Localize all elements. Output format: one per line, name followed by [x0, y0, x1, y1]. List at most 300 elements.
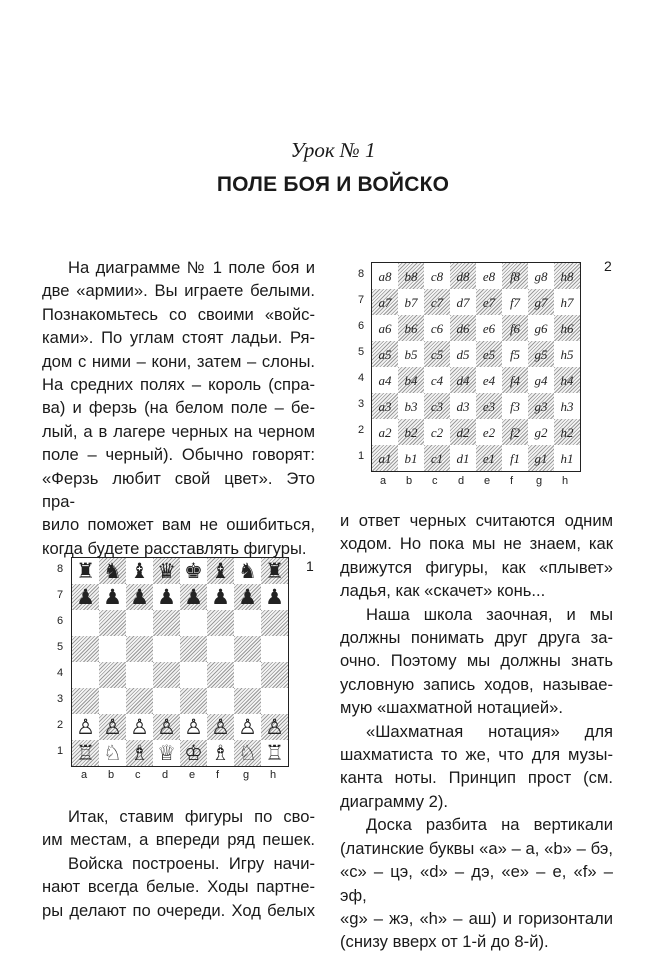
square-name: d6	[456, 320, 470, 336]
board-square	[398, 367, 424, 393]
chess-piece-icon: ♞	[238, 558, 257, 583]
board-square	[372, 367, 398, 393]
board-square	[153, 662, 180, 688]
board-square	[153, 636, 180, 662]
square-name: g8	[534, 268, 548, 284]
board-square	[450, 315, 476, 341]
board-square	[450, 341, 476, 367]
board-square	[207, 714, 234, 740]
board-square	[126, 584, 153, 610]
board-square	[99, 714, 126, 740]
chessboard	[71, 557, 289, 767]
square-name: g6	[534, 320, 548, 336]
file-label: a	[81, 769, 88, 781]
square-name: a8	[378, 268, 392, 284]
rank-label: 8	[358, 268, 365, 280]
square-name: f3	[509, 398, 521, 414]
board-square	[502, 341, 528, 367]
square-name: g4	[534, 372, 548, 388]
board-square	[126, 558, 153, 584]
diagram-2	[355, 258, 625, 494]
board-square	[72, 558, 99, 584]
board-square	[372, 263, 398, 289]
board-square	[72, 714, 99, 740]
board-square	[180, 688, 207, 714]
text-line: движутся фигуры, как «плывет»	[340, 557, 613, 577]
square-name: f8	[509, 268, 521, 284]
board-square	[554, 367, 580, 393]
file-label: c	[135, 769, 141, 781]
text-line: когда будете расставлять фигуры.	[42, 538, 307, 558]
square-name: e8	[482, 268, 496, 284]
diagram-number: 2	[604, 258, 612, 274]
lesson-title: ПОЛЕ БОЯ И ВОЙСКО	[216, 173, 450, 196]
board-square	[372, 315, 398, 341]
board-square	[476, 289, 502, 315]
rank-label: 6	[57, 615, 64, 627]
board-square	[476, 367, 502, 393]
chess-piece-icon: ♟	[184, 584, 203, 609]
board-square	[72, 636, 99, 662]
square-name: d3	[456, 398, 470, 414]
square-name: g7	[534, 294, 548, 310]
board-square	[99, 662, 126, 688]
file-label: h	[562, 475, 569, 487]
board-square	[207, 688, 234, 714]
board-square	[528, 341, 554, 367]
board-square	[424, 393, 450, 419]
board-square	[207, 662, 234, 688]
chess-piece-icon: ♙	[130, 714, 149, 739]
board-square	[502, 289, 528, 315]
board-square	[234, 610, 261, 636]
board-square	[261, 584, 288, 610]
board-square	[234, 636, 261, 662]
board-square	[261, 636, 288, 662]
text-line: шахматиста то же, что для музы-	[340, 745, 613, 765]
chess-piece-icon: ♘	[238, 740, 257, 765]
text-line: нают всегда белые. Ходы партне-	[42, 877, 315, 897]
file-label: d	[458, 475, 465, 487]
text-line: лый, а в лагере черных на черном	[42, 421, 315, 441]
square-name: d7	[456, 294, 470, 310]
board-square	[450, 445, 476, 471]
text-line: «с» – цэ, «d» – дэ, «е» – е, «f» – эф,	[340, 862, 613, 905]
board-square	[476, 445, 502, 471]
board-square	[261, 688, 288, 714]
rank-label: 2	[57, 719, 64, 731]
text-line: «Шахматная нотация» для	[366, 721, 613, 741]
chess-piece-icon: ♞	[103, 558, 122, 583]
board-square	[528, 263, 554, 289]
board-square	[99, 740, 126, 766]
chess-piece-icon: ♟	[130, 584, 149, 609]
board-square	[180, 740, 207, 766]
board-square	[180, 636, 207, 662]
square-name: h5	[560, 346, 574, 362]
board-square	[554, 341, 580, 367]
board-square	[234, 584, 261, 610]
lesson-label: Урок № 1	[290, 138, 376, 162]
file-label: d	[162, 769, 169, 781]
file-label: f	[510, 475, 514, 487]
square-name: d8	[456, 268, 470, 284]
chess-piece-icon: ♚	[184, 558, 203, 583]
board-square	[502, 263, 528, 289]
rank-label: 8	[57, 563, 64, 575]
text-line: На средних полях – король (спра-	[42, 375, 315, 395]
board-square	[398, 419, 424, 445]
file-label: a	[380, 475, 387, 487]
square-name: a4	[378, 372, 392, 388]
text-line: мую «шахматной нотацией».	[340, 698, 563, 718]
square-name: e4	[482, 372, 496, 388]
board-square	[554, 419, 580, 445]
board-square	[528, 289, 554, 315]
square-name: b1	[404, 450, 418, 466]
rank-label: 1	[358, 450, 365, 462]
rank-label: 3	[358, 398, 365, 410]
board-square	[398, 289, 424, 315]
rank-label: 4	[57, 667, 64, 679]
text-line: На диаграмме № 1 поле боя и	[68, 258, 315, 277]
square-name: a2	[378, 424, 392, 440]
square-name: e3	[482, 398, 496, 414]
board-square	[234, 688, 261, 714]
square-name: b6	[404, 320, 418, 336]
board-square	[450, 289, 476, 315]
chess-piece-icon: ♟	[211, 584, 230, 609]
board-square	[476, 341, 502, 367]
board-square	[528, 315, 554, 341]
board-square	[72, 740, 99, 766]
board-square	[502, 445, 528, 471]
rank-label: 7	[358, 294, 365, 306]
text-line: ками». По углам стоят ладьи. Ря-	[42, 328, 315, 348]
chess-piece-icon: ♙	[76, 714, 95, 739]
chess-piece-icon: ♗	[211, 740, 230, 765]
rank-label: 1	[57, 745, 64, 757]
board-square	[126, 688, 153, 714]
file-label: c	[432, 475, 438, 487]
text-line: очно. Поэтому мы должны знать	[340, 651, 613, 671]
text-line: две «армии». Вы играете белыми.	[42, 281, 315, 301]
chess-piece-icon: ♕	[157, 740, 176, 765]
square-name: f1	[509, 450, 521, 466]
chess-piece-icon: ♙	[238, 714, 257, 739]
square-name: b8	[404, 268, 418, 284]
board-square	[398, 393, 424, 419]
board-square	[207, 610, 234, 636]
board-square	[502, 315, 528, 341]
square-name: a5	[378, 346, 392, 362]
square-name: g1	[534, 450, 548, 466]
chess-piece-icon: ♟	[265, 584, 284, 609]
text-line: Доска разбита на вертикали	[366, 815, 613, 835]
board-square	[180, 714, 207, 740]
board-square	[528, 419, 554, 445]
square-name: h3	[560, 398, 574, 414]
chess-piece-icon: ♙	[157, 714, 176, 739]
board-square	[234, 740, 261, 766]
board-square	[99, 636, 126, 662]
text-line: ходом. Но пока мы не знаем, как	[340, 534, 613, 554]
text-line: (латинские буквы «а» – а, «b» – бэ,	[340, 838, 613, 858]
square-name: c6	[430, 320, 444, 336]
square-name: b4	[404, 372, 418, 388]
square-name: d1	[456, 450, 470, 466]
board-square	[554, 263, 580, 289]
square-name: g5	[534, 346, 548, 362]
square-name: b3	[404, 398, 418, 414]
board-square	[424, 315, 450, 341]
square-name: f7	[509, 294, 521, 310]
chess-piece-icon: ♙	[265, 714, 284, 739]
square-name: c3	[430, 398, 444, 414]
square-name: c8	[430, 268, 444, 284]
board-square	[153, 558, 180, 584]
chess-piece-icon: ♙	[184, 714, 203, 739]
board-square	[180, 584, 207, 610]
square-name: e5	[482, 346, 496, 362]
square-name: f5	[509, 346, 521, 362]
board-square	[126, 714, 153, 740]
file-label: g	[536, 475, 543, 487]
board-square	[72, 584, 99, 610]
chess-piece-icon: ♔	[184, 740, 203, 765]
board-square	[424, 289, 450, 315]
text-line: Наша школа заочная, и мы	[366, 604, 613, 624]
board-square	[207, 558, 234, 584]
text-line: диаграмму 2).	[340, 791, 448, 811]
square-name: g3	[534, 398, 548, 414]
board-square	[502, 393, 528, 419]
square-name: c7	[430, 294, 444, 310]
board-square	[528, 393, 554, 419]
square-name: c4	[430, 372, 444, 388]
board-square	[261, 558, 288, 584]
square-name: h8	[560, 268, 574, 284]
board-square	[554, 445, 580, 471]
rank-label: 4	[358, 372, 365, 384]
file-label: h	[270, 769, 277, 781]
chess-piece-icon: ♝	[130, 558, 149, 583]
board-square	[261, 714, 288, 740]
notation-board	[371, 262, 581, 472]
board-square	[398, 315, 424, 341]
text-line: поле – черный). Обычно говорят:	[42, 445, 315, 465]
text-line: вило поможет вам не ошибиться,	[42, 515, 315, 535]
chess-piece-icon: ♟	[157, 584, 176, 609]
file-label: e	[484, 475, 491, 487]
square-name: h6	[560, 320, 574, 336]
board-square	[207, 584, 234, 610]
board-square	[372, 341, 398, 367]
diagram-1	[54, 555, 324, 785]
board-square	[126, 636, 153, 662]
chess-piece-icon: ♗	[130, 740, 149, 765]
board-square	[207, 636, 234, 662]
board-square	[476, 393, 502, 419]
text-line: «Ферзь любит свой цвет». Это пра-	[42, 468, 315, 512]
square-name: f2	[509, 424, 521, 440]
text-line: условную запись ходов, называе-	[340, 674, 613, 694]
rank-label: 2	[358, 424, 365, 436]
text-line: ладья, как «скачет» конь...	[340, 581, 546, 601]
file-label: b	[108, 769, 115, 781]
board-square	[99, 584, 126, 610]
board-square	[398, 445, 424, 471]
board-square	[450, 393, 476, 419]
chess-piece-icon: ♙	[103, 714, 122, 739]
square-name: c2	[430, 424, 444, 440]
text-line: ры делают по очереди. Ход белых	[42, 900, 315, 920]
diagram-number: 1	[306, 558, 314, 574]
board-square	[424, 419, 450, 445]
square-name: e1	[482, 450, 496, 466]
board-square	[126, 662, 153, 688]
paragraph-intro	[42, 256, 315, 560]
text-line: канта ноты. Принцип прост (см.	[340, 768, 613, 788]
board-square	[153, 584, 180, 610]
board-square	[180, 610, 207, 636]
chess-piece-icon: ♖	[265, 740, 284, 765]
square-name: a7	[378, 294, 392, 310]
square-name: c1	[430, 450, 444, 466]
square-name: b2	[404, 424, 418, 440]
chess-piece-icon: ♟	[238, 584, 257, 609]
square-name: a6	[378, 320, 392, 336]
board-square	[261, 740, 288, 766]
board-square	[424, 367, 450, 393]
board-square	[234, 714, 261, 740]
board-square	[502, 367, 528, 393]
text-line: (снизу вверх от 1-й до 8-й).	[340, 932, 549, 952]
file-label: g	[243, 769, 250, 781]
square-name: b7	[404, 294, 418, 310]
board-square	[554, 315, 580, 341]
board-square	[502, 419, 528, 445]
board-square	[424, 263, 450, 289]
square-name: b5	[404, 346, 418, 362]
board-square	[72, 688, 99, 714]
board-square	[99, 558, 126, 584]
board-square	[153, 714, 180, 740]
square-name: a1	[378, 450, 392, 466]
board-square	[372, 419, 398, 445]
board-square	[476, 315, 502, 341]
file-label: f	[216, 769, 220, 781]
rank-label: 5	[358, 346, 365, 358]
square-name: h1	[560, 450, 574, 466]
chess-piece-icon: ♜	[76, 558, 95, 583]
board-square	[424, 445, 450, 471]
board-square	[424, 341, 450, 367]
chess-piece-icon: ♝	[211, 558, 230, 583]
file-label: b	[406, 475, 413, 487]
square-name: a3	[378, 398, 392, 414]
square-name: g2	[534, 424, 548, 440]
square-name: f4	[509, 372, 521, 388]
board-square	[180, 662, 207, 688]
board-square	[476, 419, 502, 445]
square-name: e7	[482, 294, 496, 310]
board-square	[99, 610, 126, 636]
board-square	[180, 558, 207, 584]
board-square	[261, 662, 288, 688]
board-square	[528, 445, 554, 471]
chess-piece-icon: ♛	[157, 558, 176, 583]
square-name: e6	[482, 320, 496, 336]
text-line: Итак, ставим фигуры по сво-	[68, 807, 315, 826]
board-square	[153, 740, 180, 766]
rank-label: 3	[57, 693, 64, 705]
square-name: h4	[560, 372, 574, 388]
text-line: Войска построены. Игру начи-	[68, 853, 315, 873]
board-square	[450, 263, 476, 289]
text-line: должны понимать друг друга за-	[340, 628, 613, 648]
text-line: дом с ними – кони, затем – слоны.	[42, 351, 315, 371]
text-line: и ответ черных считаются одним	[340, 511, 613, 530]
text-line: «g» – жэ, «h» – аш) и горизонтали	[340, 908, 613, 928]
board-square	[372, 445, 398, 471]
chess-piece-icon: ♟	[103, 584, 122, 609]
board-square	[372, 393, 398, 419]
square-name: d4	[456, 372, 470, 388]
board-square	[450, 419, 476, 445]
chess-piece-icon: ♙	[211, 714, 230, 739]
board-square	[126, 740, 153, 766]
file-label: e	[189, 769, 196, 781]
board-square	[153, 688, 180, 714]
chess-piece-icon: ♖	[76, 740, 95, 765]
chess-piece-icon: ♘	[103, 740, 122, 765]
chess-piece-icon: ♜	[265, 558, 284, 583]
board-square	[554, 393, 580, 419]
board-square	[372, 289, 398, 315]
board-square	[450, 367, 476, 393]
text-line: им местам, а впереди ряд пешек.	[42, 830, 315, 850]
board-square	[476, 263, 502, 289]
square-name: d2	[456, 424, 470, 440]
board-square	[72, 610, 99, 636]
board-square	[261, 610, 288, 636]
board-square	[99, 688, 126, 714]
board-square	[207, 740, 234, 766]
square-name: c5	[430, 346, 444, 362]
board-square	[234, 558, 261, 584]
board-square	[72, 662, 99, 688]
square-name: e2	[482, 424, 496, 440]
board-square	[398, 341, 424, 367]
square-name: h2	[560, 424, 574, 440]
square-name: f6	[509, 320, 521, 336]
rank-label: 6	[358, 320, 365, 332]
paragraph-notation	[340, 509, 613, 954]
text-line: ва) и ферзь (на белом поле – бе-	[42, 398, 315, 418]
rank-label: 5	[57, 641, 64, 653]
board-square	[234, 662, 261, 688]
board-square	[398, 263, 424, 289]
board-square	[153, 610, 180, 636]
chess-piece-icon: ♟	[76, 584, 95, 609]
board-square	[126, 610, 153, 636]
board-square	[554, 289, 580, 315]
text-line: Познакомьтесь со своими «войс-	[42, 304, 315, 324]
board-square	[528, 367, 554, 393]
paragraph-setup	[42, 805, 315, 922]
rank-label: 7	[57, 589, 64, 601]
